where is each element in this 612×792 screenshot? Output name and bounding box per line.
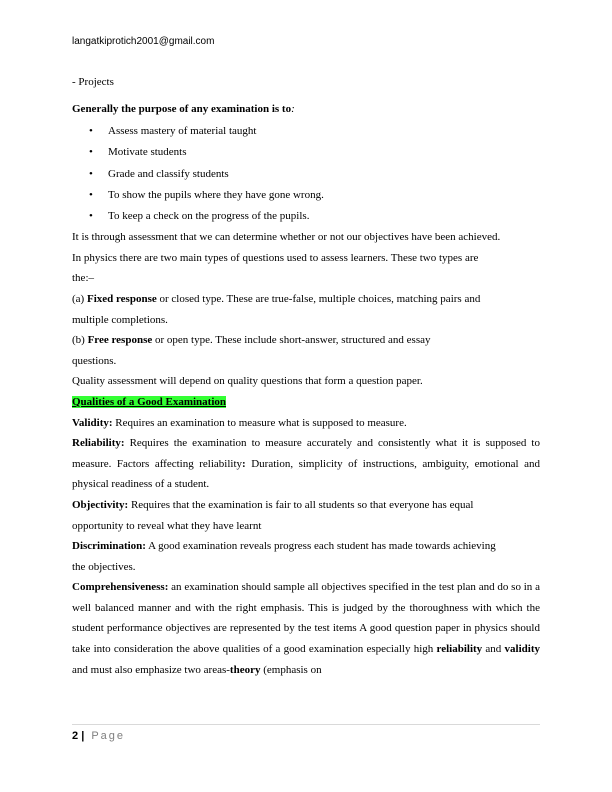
objectivity-paragraph-line1 [72, 495, 540, 516]
discrimination-paragraph-line1 [72, 536, 540, 557]
reliability-label: Reliability: [72, 437, 125, 450]
list-item-text: Assess mastery of material taught [108, 125, 257, 138]
reliability-paragraph [72, 433, 540, 495]
quality-paragraph: Quality assessment will depend on quality questions that form a question paper. [72, 375, 423, 388]
list-item [72, 164, 540, 185]
theory-term: theory [229, 663, 261, 676]
list-item [72, 142, 540, 163]
free-response-term: Free response [87, 334, 153, 347]
qualities-heading-text: Qualities of a Good Examination [72, 395, 227, 408]
types-paragraph-line1: In physics there are two main types of questions used to assess learners. These two types are [72, 251, 479, 264]
validity-paragraph [72, 413, 540, 434]
fixed-response-text: or closed type. These are true-false, multiple choices, matching pairs and [156, 292, 481, 305]
comprehensiveness-text: an examination should sample all objectives specified in the test plan and do so in a well balanced manner and with the right emphasis. This is judged by the thoroughness with which the student performance objectives are represented by the test items A good question paper in physics should take into consideration the above qualities of a good examination especially high [72, 581, 540, 656]
objectivity-text: Requires that the examination is fair to all students so that everyone has equal [128, 498, 474, 511]
reliability-factors: Duration, simplicity of instructions, ambiguity, emotional and physical readiness of a student. [72, 457, 540, 491]
document-body [72, 72, 540, 680]
header-email: langatkiprotich2001@gmail.com [72, 36, 215, 47]
discrimination-text: A good examination reveals progress each student has made towards achieving [145, 540, 496, 553]
free-prefix: (b) [72, 334, 88, 347]
and-text: and [482, 643, 505, 656]
list-item [72, 206, 540, 227]
purpose-heading-colon: : [291, 102, 295, 115]
reliability-colon: : [242, 457, 246, 470]
objectivity-label: Objectivity: [72, 498, 129, 511]
discrimination-paragraph-line2: the objectives. [72, 560, 136, 573]
list-item-text: To keep a check on the progress of the pupils. [108, 210, 310, 222]
bullet-icon: • [89, 125, 93, 138]
list-item-text: Motivate students [108, 146, 187, 159]
comprehensiveness-paragraph [72, 577, 540, 680]
page-number: 2 [72, 730, 79, 742]
fixed-response-line1 [72, 289, 540, 310]
validity-term: validity [504, 643, 540, 656]
comprehensiveness-label: Comprehensiveness: [72, 581, 169, 594]
purpose-heading-text: Generally the purpose of any examination is to [72, 102, 292, 115]
free-response-text: or open type. These include short-answer, structured and essay [152, 334, 431, 347]
footer-separator: | [81, 730, 85, 742]
types-paragraph-line2: the:– [72, 272, 94, 285]
purpose-list [72, 121, 540, 227]
objectivity-paragraph-line2: opportunity to reveal what they have learnt [72, 519, 262, 532]
page-footer [72, 730, 125, 742]
bullet-icon: • [89, 167, 93, 180]
assessment-paragraph: It is through assessment that we can determine whether or not our objectives have been achieved. [72, 231, 501, 244]
page-label: Page [91, 730, 126, 742]
fixed-response-line2: multiple completions. [72, 313, 168, 326]
free-response-line2: questions. [72, 354, 117, 367]
discrimination-label: Discrimination: [72, 540, 146, 553]
reliability-term: reliability [436, 643, 483, 656]
comprehensiveness-text-2: and must also emphasize two areas- [72, 663, 230, 676]
list-item [72, 185, 540, 206]
list-item [72, 121, 540, 142]
fixed-response-term: Fixed response [86, 292, 157, 305]
list-item-text: Grade and classify students [108, 167, 229, 180]
qualities-heading [72, 392, 540, 413]
validity-text: Requires an examination to measure what is supposed to measure. [112, 416, 407, 429]
validity-label: Validity: [72, 416, 113, 429]
bullet-icon: • [89, 146, 93, 159]
reliability-text: Requires the examination to measure accurately and consistently what it is supposed to measure. Factors affecting reliability [72, 437, 540, 470]
list-item-text: To show the pupils where they have gone wrong. [108, 188, 324, 201]
bullet-icon: • [89, 210, 93, 222]
comprehensiveness-text-3: (emphasis on [260, 663, 322, 676]
free-response-line1 [72, 330, 540, 351]
projects-line: - Projects [72, 76, 114, 88]
purpose-heading [72, 99, 540, 120]
fixed-prefix: (a) [72, 292, 87, 305]
bullet-icon: • [89, 188, 93, 201]
footer-divider [72, 724, 540, 725]
